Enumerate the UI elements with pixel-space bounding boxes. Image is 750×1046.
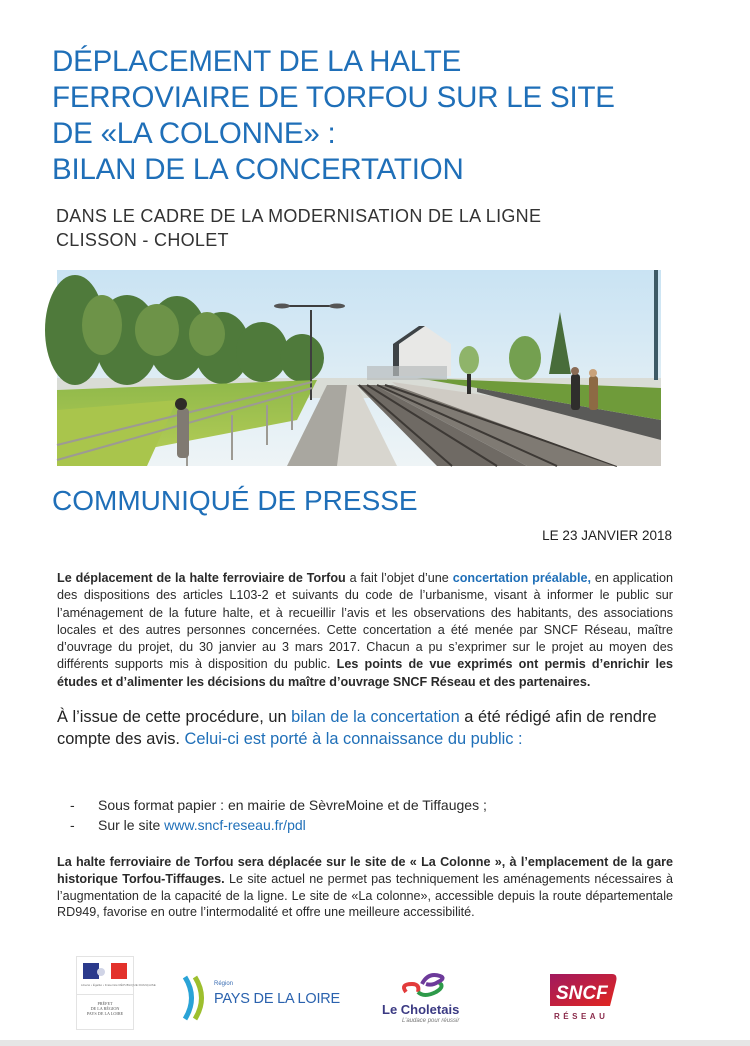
document-subtitle <box>56 204 656 252</box>
intro-text: a fait l’objet d’une <box>345 571 453 585</box>
prefecture-text <box>79 1001 131 1016</box>
title-line: BILAN DE LA CONCERTATION <box>52 153 464 186</box>
intro-text-body: en application des dispositions des articles L103-2 et suivants du code de l’urbanisme, visant à informer le public sur l’aménagement de la future halte, et à recueillir l’avis et les observations des habitants, des associations locales et des autres personnes concernées. Cette concertation a été menée par SNCF Réseau, maître d’ouvrage du projet, du 30 janvier au 3 mars 2017. Chacun a pu s’exprimer sur le projet au moyen des différents supports mis à disposition du public. <box>57 571 673 672</box>
sncf-reseau-label: RÉSEAU <box>554 1012 609 1021</box>
outcome-paragraph <box>57 706 677 750</box>
outcome-text-b: a été rédigé afin de rendre compte des avis. <box>57 708 657 748</box>
availability-list <box>70 795 487 835</box>
subtitle-line: CLISSON - CHOLET <box>56 230 229 250</box>
divider <box>77 994 133 995</box>
section-heading: COMMUNIQUÉ DE PRESSE <box>52 485 418 516</box>
region-pays-de-la-loire-logo <box>182 975 342 1021</box>
station-rendering-image <box>57 270 661 466</box>
region-arcs-icon <box>182 975 212 1021</box>
title-line: DÉPLACEMENT DE LA HALTE <box>52 45 462 78</box>
choletais-name: Le Choletais <box>382 1002 460 1017</box>
region-name: PAYS DE LA LOIRE <box>214 991 341 1007</box>
title-line: FERROVIAIRE DE TORFOU SUR LE SITE <box>52 81 615 114</box>
choletais-ribbon-icon <box>398 970 458 1002</box>
outcome-highlight-b: Celui-ci est porté à la connaissance du public : <box>184 730 523 748</box>
prefecture-line: PRÉFET <box>97 1001 113 1006</box>
website-link[interactable]: www.sncf-reseau.fr/pdl <box>164 817 306 833</box>
list-item-text: Sur le site <box>98 817 165 833</box>
list-item <box>70 795 487 815</box>
intro-bold: Le déplacement de la halte ferroviaire de Torfou <box>57 571 346 585</box>
intro-highlight: concertation préalable, <box>452 571 591 585</box>
release-date: LE 23 JANVIER 2018 <box>542 528 672 543</box>
prefecture-logo <box>76 956 156 1030</box>
subtitle-line: DANS LE CADRE DE LA MODERNISATION DE LA LIGNE <box>56 206 542 226</box>
intro-bold-outro: Les points de vue exprimés ont permis d’enrichir les études et d’alimenter les décisions du maître d’ouvrage SNCF Réseau et des partenaires. <box>57 657 673 689</box>
outcome-highlight: bilan de la concertation <box>291 708 460 726</box>
choletais-logo <box>380 970 480 1026</box>
list-item-text: Sous format papier : en mairie de SèvreMoine et de Tiffauges ; <box>98 797 487 813</box>
prefecture-line: PAYS DE LA LOIRE <box>86 1011 124 1016</box>
relocation-text: Le site actuel ne permet pas techniquement les aménagements nécessaires à l’augmentation de la capacité de la ligne. Le site de «La colonne», accessible depuis la route départementale RD949, favorise en outre l’intermodalité et offre une meilleure accessibilité. <box>57 871 673 920</box>
document-title <box>52 44 672 188</box>
sncf-wordmark-icon <box>546 970 618 1010</box>
relocation-bold: La halte ferroviaire de Torfou sera déplacée sur le site de « La Colonne », à l’emplacement de la gare historique Torfou-Tiffauges. <box>57 855 673 886</box>
list-bullet: - <box>70 797 75 813</box>
list-bullet: - <box>70 817 75 833</box>
choletais-motto: L’audace pour réussir <box>402 1018 460 1024</box>
title-line: DE «LA COLONNE» : <box>52 117 336 150</box>
sncf-reseau-logo <box>546 970 618 1026</box>
region-label: Région <box>214 981 234 987</box>
prefecture-motto: Liberté • Égalité • Fraternité RÉPUBLIQUE FRANÇAISE <box>81 983 156 987</box>
relocation-paragraph <box>57 854 673 921</box>
intro-paragraph <box>57 570 673 691</box>
page-bottom-edge <box>0 1040 750 1046</box>
sncf-wordmark: SNCF <box>556 983 608 1004</box>
marianne-flag-icon <box>83 963 127 979</box>
list-item <box>70 815 487 835</box>
outcome-text: À l’issue de cette procédure, un <box>57 708 292 726</box>
prefecture-line: DE LA RÉGION <box>90 1006 120 1011</box>
